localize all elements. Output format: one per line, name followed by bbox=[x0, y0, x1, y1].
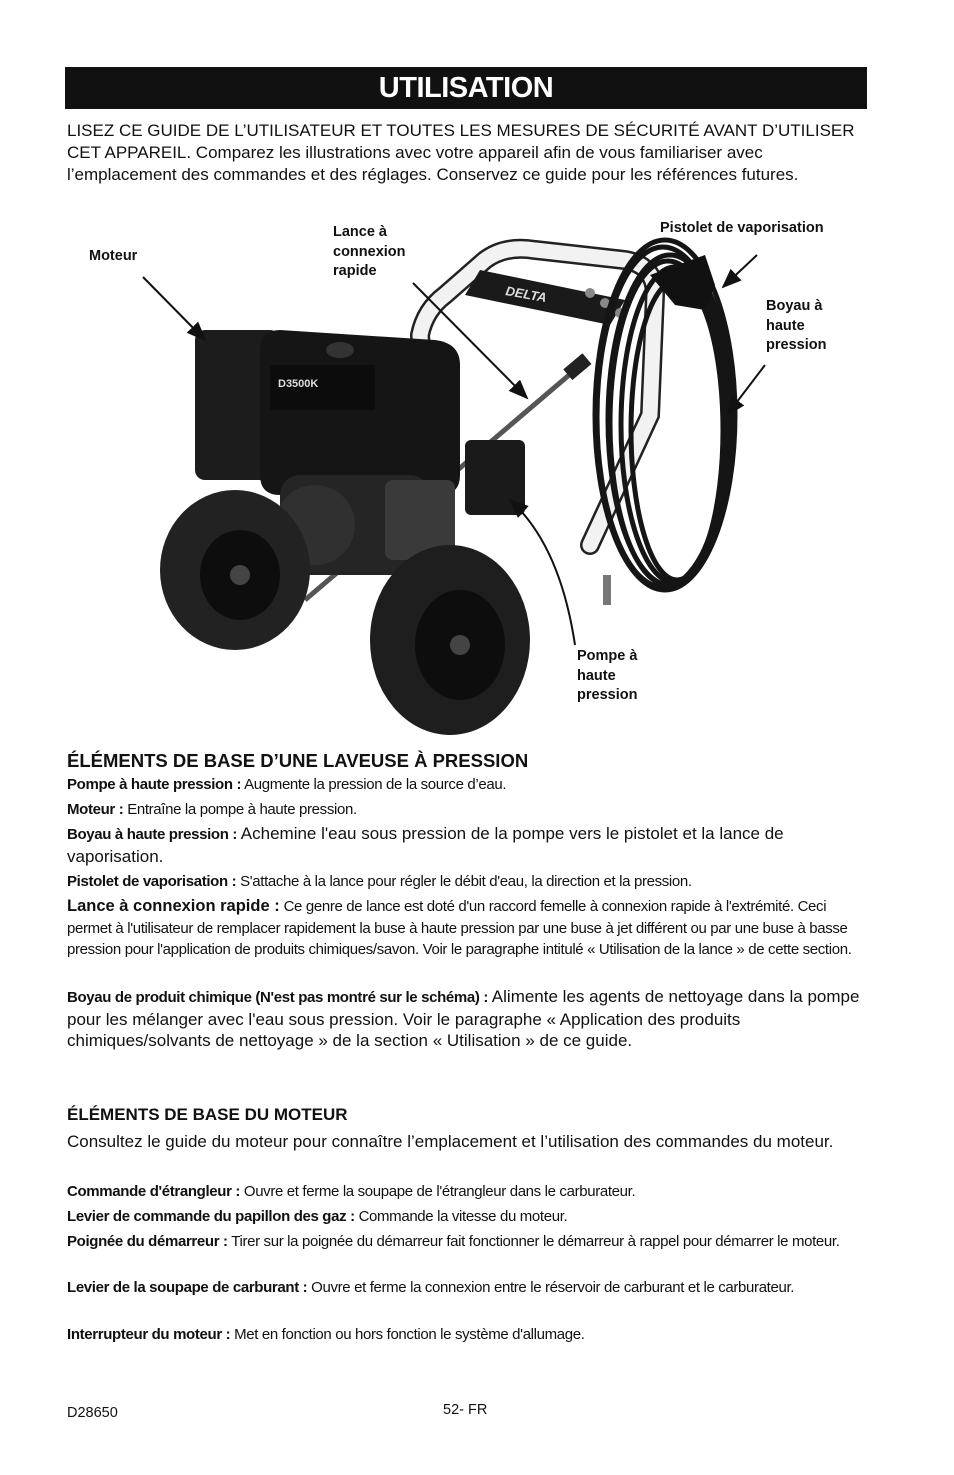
engine-model-label: D3500K bbox=[278, 378, 319, 390]
section-banner: UTILISATION bbox=[65, 67, 867, 109]
def-pompe: Pompe à haute pression : Augmente la pression de la source d’eau. bbox=[67, 776, 507, 793]
callout-moteur: Moteur bbox=[89, 248, 138, 264]
moteur-intro: Consultez le guide du moteur pour connaître l’emplacement et l’utilisation des commandes du moteur. bbox=[67, 1132, 834, 1151]
pressure-washer-figure bbox=[65, 215, 865, 740]
def-papillon: Levier de commande du papillon des gaz : Commande la vitesse du moteur. bbox=[67, 1208, 568, 1225]
def-etrangleur: Commande d'étrangleur : Ouvre et ferme la soupape de l'étrangleur dans le carburateur. bbox=[67, 1183, 636, 1200]
pressure-washer-illustration bbox=[65, 215, 865, 740]
intro-paragraph: LISEZ CE GUIDE DE L’UTILISATEUR ET TOUTES LES MESURES DE SÉCURITÉ AVANT D’UTILISER CET APPAREIL. Comparez les illustrations avec votre appareil afin de vous familiariser avec l’emplacement des commandes et des réglages. Conservez ce guide pour les références futures. bbox=[67, 121, 855, 184]
def-lance: Lance à connexion rapide : Ce genre de lance est doté d'un raccord femelle à connexion rapide à l'extrémité. Ceci permet à l'utilisateur de remplacer rapidement la buse à haute pression par une buse à jet différent ou par une buse à basse pression pour l'application de produits chimiques/savon. Voir le paragraphe intitulé « Utilisation de la lance » de cette section. bbox=[67, 897, 852, 958]
section-heading-laveuse: ÉLÉMENTS DE BASE D’UNE LAVEUSE À PRESSION bbox=[67, 750, 529, 771]
arrow-moteur bbox=[143, 277, 205, 340]
page-number: 52- FR bbox=[443, 1402, 488, 1418]
arrow-pistolet bbox=[723, 255, 757, 287]
callout-pistolet: Pistolet de vaporisation bbox=[660, 220, 824, 236]
high-pressure-pump bbox=[465, 440, 525, 515]
doc-number: D28650 bbox=[67, 1405, 118, 1421]
def-interrupteur: Interrupteur du moteur : Met en fonction ou hors fonction le système d'allumage. bbox=[67, 1326, 585, 1343]
def-moteur: Moteur : Entraîne la pompe à haute pression. bbox=[67, 801, 357, 818]
def-pistolet: Pistolet de vaporisation : S'attache à la lance pour régler le débit d'eau, la direction et la pression. bbox=[67, 873, 692, 890]
callout-lance: Lance à connexion rapide bbox=[333, 224, 406, 279]
def-demarreur: Poignée du démarreur : Tirer sur la poignée du démarreur fait fonctionner le démarreur à rappel pour démarrer le moteur. bbox=[67, 1233, 840, 1250]
callout-boyau: Boyau à haute pression bbox=[766, 298, 827, 353]
section-heading-moteur: ÉLÉMENTS DE BASE DU MOTEUR bbox=[67, 1105, 348, 1124]
callout-pompe: Pompe à haute pression bbox=[577, 648, 638, 703]
def-boyau-chimique: Boyau de produit chimique (N'est pas montré sur le schéma) : Alimente les agents de nettoyage dans la pompe pour les mélanger avec l'eau sous pression. Voir le paragraphe « Application des produits chimiques/solvants de nettoyage » de la section « Utilisation » de ce guide. bbox=[67, 987, 860, 1050]
def-carburant: Levier de la soupape de carburant : Ouvre et ferme la connexion entre le réservoir de carburant et le carburateur. bbox=[67, 1279, 795, 1296]
wheel-right bbox=[370, 545, 530, 735]
wheel-left bbox=[160, 490, 310, 650]
def-boyau: Boyau à haute pression : Achemine l'eau sous pression de la pompe vers le pistolet et la lance de vaporisation. bbox=[67, 824, 784, 866]
brand-logo: DELTA bbox=[504, 283, 548, 306]
